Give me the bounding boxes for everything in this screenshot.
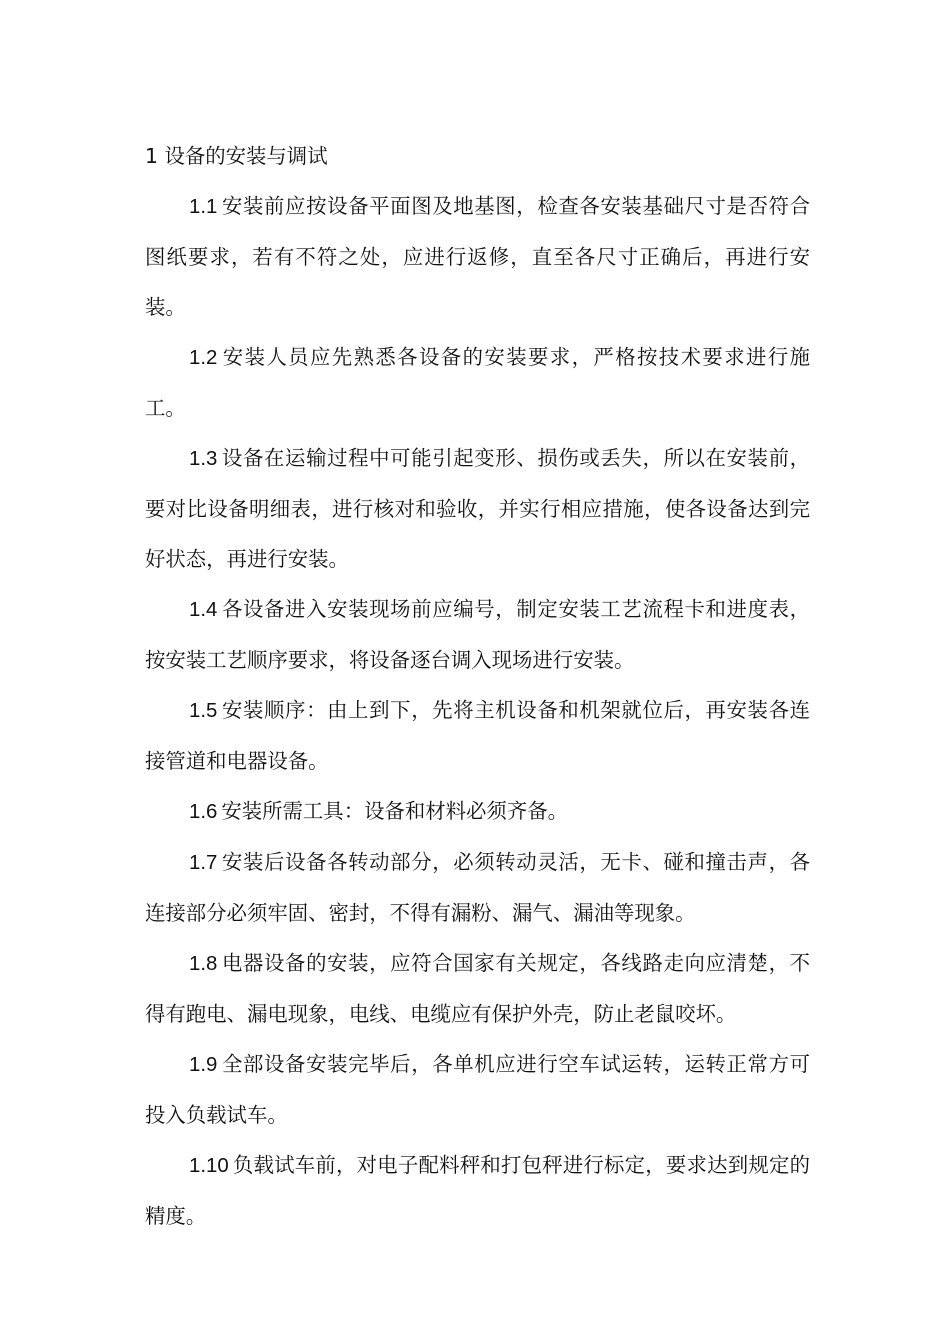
paragraph-number: 1.6 bbox=[189, 801, 218, 823]
paragraph-text: 安装后设备各转动部分，必须转动灵活，无卡、碰和撞击声，各连接部分必须牢固、密封，不得有漏粉、漏气、漏油等现象。 bbox=[145, 850, 810, 925]
paragraph-1-3 bbox=[145, 433, 810, 584]
paragraph-1-8 bbox=[145, 938, 810, 1039]
paragraph-number: 1.9 bbox=[189, 1054, 218, 1076]
paragraph-number: 1.10 bbox=[189, 1155, 229, 1177]
paragraph-number: 1.3 bbox=[189, 448, 218, 470]
paragraph-text: 负载试车前，对电子配料秤和打包秤进行标定，要求达到规定的精度。 bbox=[145, 1153, 810, 1228]
paragraph-1-4 bbox=[145, 584, 810, 685]
paragraph-text: 安装人员应先熟悉各设备的安装要求，严格按技术要求进行施工。 bbox=[145, 345, 810, 420]
paragraph-number: 1.4 bbox=[189, 599, 218, 621]
paragraph-number: 1.1 bbox=[189, 196, 218, 218]
document-body bbox=[145, 131, 810, 1241]
paragraph-1-6 bbox=[145, 786, 810, 837]
paragraph-text: 全部设备安装完毕后，各单机应进行空车试运转，运转正常方可投入负载试车。 bbox=[145, 1052, 810, 1127]
paragraph-1-7 bbox=[145, 837, 810, 938]
paragraph-number: 1.5 bbox=[189, 700, 218, 722]
paragraph-text: 各设备进入安装现场前应编号，制定安装工艺流程卡和进度表，按安装工艺顺序要求，将设备逐台调入现场进行安装。 bbox=[145, 597, 810, 672]
paragraph-text: 电器设备的安装，应符合国家有关规定，各线路走向应清楚，不得有跑电、漏电现象，电线、电缆应有保护外壳，防止老鼠咬坏。 bbox=[145, 951, 810, 1026]
paragraph-text: 设备在运输过程中可能引起变形、损伤或丢失，所以在安装前，要对比设备明细表，进行核对和验收，并实行相应措施，使各设备达到完好状态，再进行安装。 bbox=[145, 446, 810, 571]
paragraph-1-9 bbox=[145, 1039, 810, 1140]
section-heading: 1 设备的安装与调试 bbox=[145, 144, 328, 168]
paragraph-text: 安装所需工具：设备和材料必须齐备。 bbox=[221, 799, 568, 823]
paragraph-1-5 bbox=[145, 685, 810, 786]
paragraph-1-2 bbox=[145, 332, 810, 433]
paragraph-text: 安装顺序：由上到下，先将主机设备和机架就位后，再安装各连接管道和电器设备。 bbox=[145, 698, 810, 773]
paragraph-1-1 bbox=[145, 181, 810, 332]
paragraph-number: 1.7 bbox=[189, 852, 218, 874]
paragraph-text: 安装前应按设备平面图及地基图，检查各安装基础尺寸是否符合图纸要求，若有不符之处，应进行返修，直至各尺寸正确后，再进行安装。 bbox=[145, 194, 810, 319]
paragraph-number: 1.2 bbox=[189, 347, 218, 369]
paragraph-1-10 bbox=[145, 1140, 810, 1241]
paragraph-number: 1.8 bbox=[189, 953, 218, 975]
